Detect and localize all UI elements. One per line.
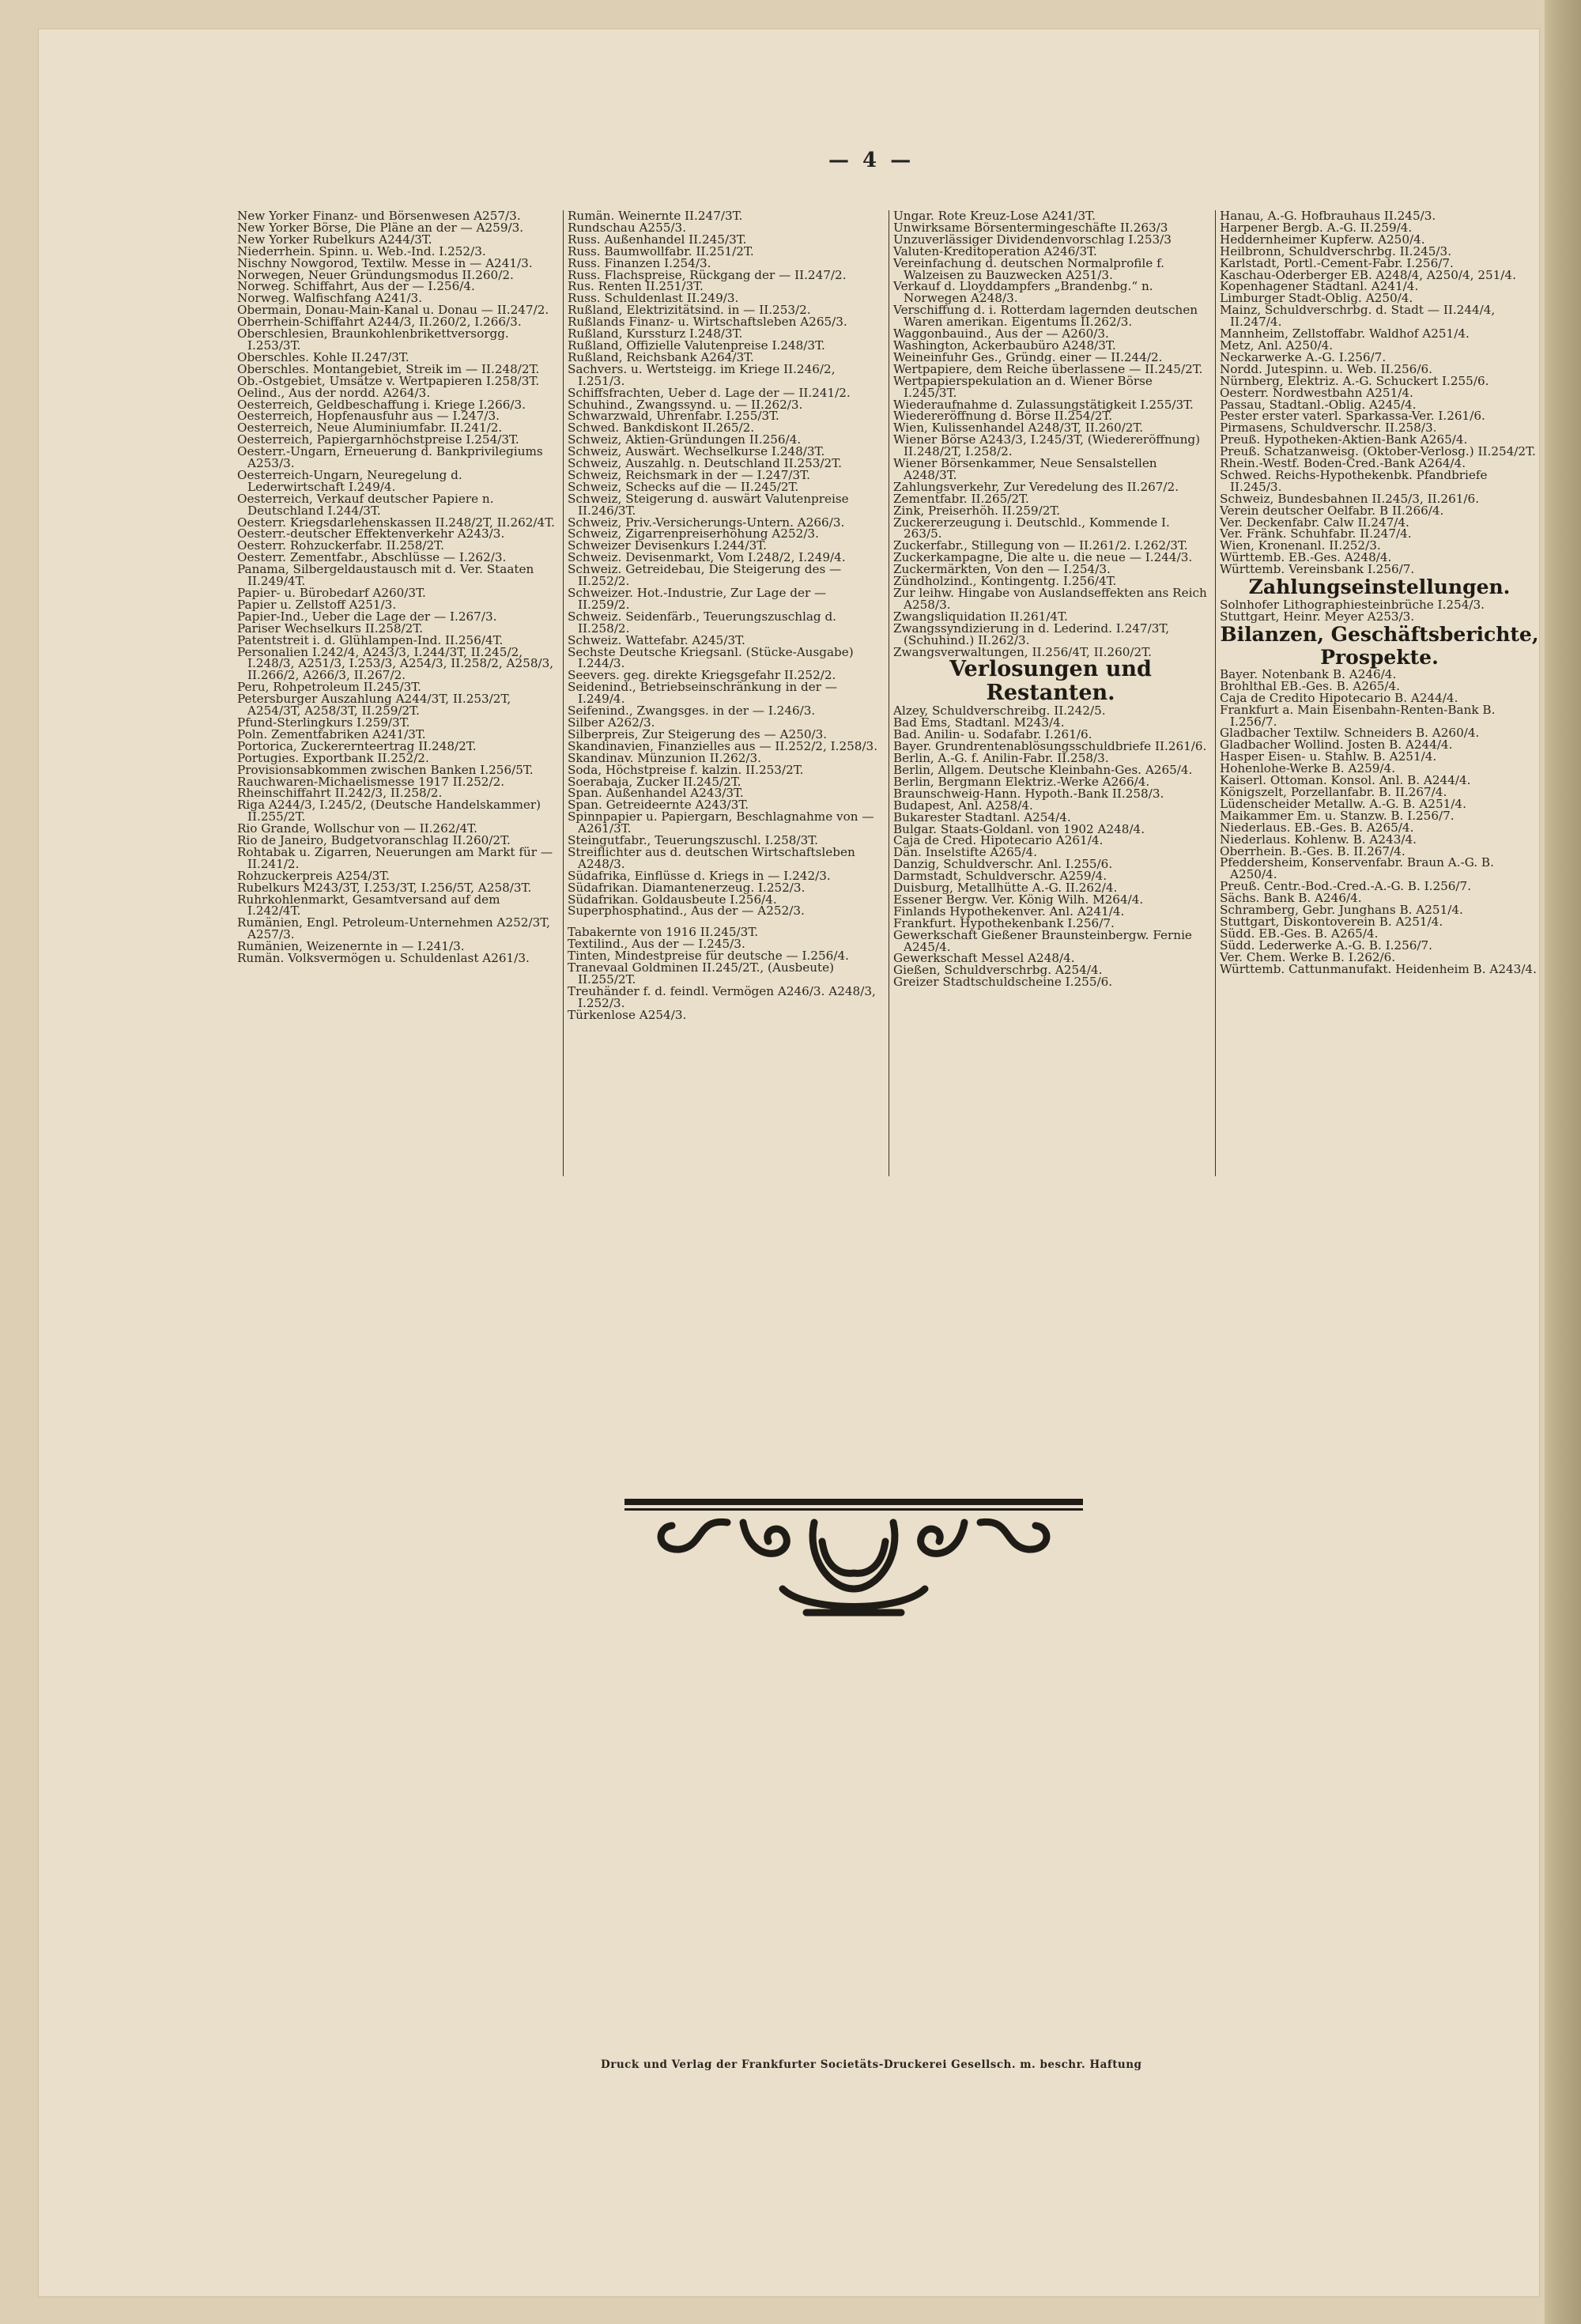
- index-entry: Oesterreich, Hopfenausfuhr aus — I.247/3.: [237, 409, 500, 424]
- index-entry: Schweiz, Auswärt. Wechselkurse I.248/3T.: [568, 444, 825, 459]
- index-entry: Preuß. Schatzanweisg. (Oktober-Verlosg.) II.254/2T.: [1220, 444, 1536, 459]
- index-entry: Oesterreich, Neue Aluminiumfabr. II.241/2.: [237, 421, 503, 436]
- index-entry: Zuckererzeugung i. Deutschld., Kommende I. 263/5.: [893, 515, 1170, 541]
- index-entry: Russ. Schuldenlast II.249/3.: [568, 291, 739, 306]
- index-entry: Südd. Lederwerke A.-G. B. I.256/7.: [1220, 938, 1433, 953]
- index-entry: Oesterr.-deutscher Effektenverkehr A243/3.: [237, 526, 505, 541]
- index-entry: Papier u. Zellstoff A251/3.: [237, 597, 397, 612]
- index-entry: Russ. Finanzen I.254/3.: [568, 255, 711, 270]
- index-entry: Stuttgart, Diskontoverein B. A251/4.: [1220, 914, 1443, 929]
- index-entry: Nischny Nowgorod, Textilw. Messe in — A241/3.: [237, 255, 533, 270]
- index-entry: Soda, Höchstpreise f. kalzin. II.253/2T.: [568, 762, 804, 777]
- index-entry: Südafrikan. Goldausbeute I.256/4.: [568, 892, 777, 907]
- index-entry: Frankfurt. Hypothekenbank I.256/7.: [893, 915, 1115, 930]
- index-entry: Norweg. Schiffahrt, Aus der — I.256/4.: [237, 279, 475, 294]
- index-entry: Bayer. Grundrentenablösungsschuldbriefe II.261/6.: [893, 739, 1207, 754]
- index-entry: Seidenind., Betriebseinschränkung in der — I.249/4.: [568, 680, 838, 707]
- index-entry: Silber A262/3.: [568, 715, 655, 730]
- index-entry: Limburger Stadt-Oblig. A250/4.: [1220, 291, 1413, 306]
- index-entry: Alzey, Schuldverschreibg. II.242/5.: [893, 704, 1106, 719]
- index-entry: Neckarwerke A.-G. I.256/7.: [1220, 349, 1387, 364]
- index-entry: Wertpapiere, dem Reiche überlassene — II.245/2T.: [893, 361, 1203, 376]
- index-entry: Washington, Ackerbaubüro A248/3T.: [893, 338, 1116, 353]
- index-entry: Pariser Wechselkurs II.258/2T.: [237, 621, 424, 636]
- index-entry: Berlin, Bergmann Elektriz.-Werke A266/4.: [893, 774, 1150, 789]
- imprint-footer: Druck und Verlag der Frankfurter Societäts-Druckerei Gesellsch. m. beschr. Haftung: [601, 2058, 1142, 2071]
- index-entry: Bukarester Stadtanl. A254/4.: [893, 809, 1071, 824]
- index-entry: Schramberg, Gebr. Junghans B. A251/4.: [1220, 903, 1463, 918]
- index-entry: Kaschau-Oderberger EB. A248/4, A250/4, 251/4.: [1220, 267, 1516, 282]
- index-entry: Span. Getreideernte A243/3T.: [568, 798, 749, 813]
- index-entry: Zink, Preiserhöh. II.259/2T.: [893, 503, 1061, 518]
- index-entry: Rumänien, Engl. Petroleum-Unternehmen A252/3T, A257/3.: [237, 915, 550, 942]
- index-entry: Schweiz, Zigarrenpreiserhöhung A252/3.: [568, 526, 819, 541]
- index-entry: Soerabaja, Zucker II.245/2T.: [568, 774, 741, 789]
- index-entry: Span. Außenhandel A243/3T.: [568, 786, 744, 801]
- index-entry: Patentstreit i. d. Glühlampen-Ind. II.256/4T.: [237, 632, 504, 647]
- index-entry: Treuhänder f. d. feindl. Vermögen A246/3. A248/3, I.252/3.: [568, 983, 876, 1010]
- index-entry: Ver. Fränk. Schuhfabr. II.247/4.: [1220, 526, 1412, 541]
- index-entry: Wien, Kulissenhandel A248/3T, II.260/2T.: [893, 421, 1144, 436]
- section-heading: Zahlungseinstellungen.: [1248, 575, 1511, 599]
- index-entry: Südd. EB.-Ges. B. A265/4.: [1220, 926, 1379, 941]
- index-entry: New Yorker Börse, Die Pläne an der — A259/3.: [237, 220, 524, 235]
- index-entry: Gewerkschaft Messel A248/4.: [893, 951, 1075, 966]
- index-entry: New Yorker Finanz- und Börsenwesen A257/3.: [237, 209, 521, 223]
- index-entry: Württemb. Cattunmanufakt. Heidenheim B. A243/4.: [1220, 961, 1537, 976]
- index-entry: Panama, Silbergeldaustausch mit d. Ver. Staaten II.249/4T.: [237, 562, 534, 589]
- index-entry: Zuckermärkten, Von den — I.254/3.: [893, 562, 1111, 577]
- index-entry: Tranevaal Goldminen II.245/2T., (Ausbeute) II.255/2T.: [568, 960, 835, 987]
- index-entry: Sechste Deutsche Kriegsanl. (Stücke-Ausgabe) I.244/3.: [568, 644, 854, 671]
- index-entry: Danzig, Schuldverschr. Anl. I.255/6.: [893, 857, 1113, 872]
- index-entry: Peru, Rohpetroleum II.245/3T.: [237, 680, 421, 695]
- index-entry: Schweiz. Devisenmarkt, Vom I.248/2, I.249/4.: [568, 550, 846, 565]
- index-entry: Stuttgart, Heinr. Meyer A253/3.: [1220, 609, 1415, 624]
- index-entry: Ver. Chem. Werke B. I.262/6.: [1220, 949, 1396, 964]
- index-entry: Rio de Janeiro, Budgetvoranschlag II.260/2T.: [237, 833, 511, 848]
- index-entry: Kaiserl. Ottoman. Konsol. Anl. B. A244/4.: [1220, 773, 1471, 788]
- index-entry: Tabakernte von 1916 II.245/3T.: [568, 925, 759, 940]
- index-entry: Portugies. Exportbank II.252/2.: [237, 750, 429, 765]
- index-entry: Schiffsfrachten, Ueber d. Lage der — II.241/2.: [568, 385, 851, 400]
- index-entry: Lüdenscheider Metallw. A.-G. B. A251/4.: [1220, 796, 1466, 811]
- index-entry: Oberschlesien, Braunkohlenbrikettversorgg. I.253/3T.: [237, 326, 509, 353]
- index-entry: Bad. Anilin- u. Sodafabr. I.261/6.: [893, 727, 1092, 742]
- index-entry: Oesterr. Zementfabr., Abschlüsse — I.262/3.: [237, 550, 507, 565]
- index-entry: Russ. Flachspreise, Rückgang der — II.247/2.: [568, 267, 847, 282]
- index-entry: Darmstadt, Schuldverschr. A259/4.: [893, 869, 1107, 884]
- index-entry: Zur leihw. Hingabe von Auslandseffekten ans Reich A258/3.: [893, 586, 1207, 612]
- index-entry: Heddernheimer Kupferw. A250/4.: [1220, 232, 1425, 247]
- index-entry: Finlands Hypothekenver. Anl. A241/4.: [893, 904, 1125, 919]
- index-entry: Tinten, Mindestpreise für deutsche — I.256/4.: [568, 949, 849, 964]
- index-entry: Personalien I.242/4, A243/3, I.244/3T, II.245/2, I.248/3, A251/3, I.253/3, A254/3, II.258/2, A258/3, II.266/2, A266/3, II.267/2.: [237, 644, 554, 683]
- index-entry: Türkenlose A254/3.: [568, 1007, 687, 1022]
- index-entry: Russ. Baumwollfabr. II.251/2T.: [568, 243, 754, 258]
- index-entry: Verschiffung d. i. Rotterdam lagernden deutschen Waren amerikan. Eigentums II.262/3.: [893, 303, 1198, 330]
- index-entry: Dän. Inselstifte A265/4.: [893, 845, 1037, 860]
- index-entry: Oberschles. Montangebiet, Streik im — II.248/2T.: [237, 361, 540, 376]
- index-entry: Rhein.-Westf. Boden-Cred.-Bank A264/4.: [1220, 456, 1466, 471]
- index-entry: Brohlthal EB.-Ges. B. A265/4.: [1220, 678, 1400, 693]
- index-entry: Verein deutscher Oelfabr. B II.266/4.: [1220, 503, 1444, 518]
- index-entry: Niederlaus. EB.-Ges. B. A265/4.: [1220, 820, 1414, 835]
- index-entry: Zuckerfabr., Stillegung von — II.261/2. I.262/3T.: [893, 538, 1188, 553]
- index-entry: Skandinav. Münzunion II.262/3.: [568, 750, 762, 765]
- index-entry: Schweizer. Hot.-Industrie, Zur Lage der — II.259/2.: [568, 586, 827, 612]
- index-entry: Schweiz, Auszahlg. n. Deutschland II.253/2T.: [568, 456, 842, 471]
- index-entry: Solnhofer Lithographiesteinbrüche I.254/3.: [1220, 598, 1485, 613]
- index-entry: Skandinavien, Finanzielles aus — II.252/2, I.258/3.: [568, 738, 878, 753]
- index-entry: Mainz, Schuldverschrbg. d. Stadt — II.244/4, II.247/4.: [1220, 303, 1496, 330]
- index-entry: Wien, Kronenanl. II.252/3.: [1220, 538, 1381, 553]
- index-entry: Preuß. Hypotheken-Aktien-Bank A265/4.: [1220, 432, 1468, 447]
- index-entry: Oesterreich, Geldbeschaffung i. Kriege I.266/3.: [237, 397, 526, 412]
- index-entry: Rohzuckerpreis A254/3T.: [237, 868, 391, 883]
- index-entry: Wiedereröffnung d. Börse II.254/2T.: [893, 409, 1113, 424]
- index-entry: Zahlungsverkehr, Zur Veredelung des II.267/2.: [893, 479, 1179, 494]
- index-entry: Spinnpapier u. Papiergarn, Beschlagnahme von — A261/3T.: [568, 809, 874, 836]
- index-entry: Hanau, A.-G. Hofbrauhaus II.245/3.: [1220, 209, 1436, 223]
- index-entry: Niederrhein. Spinn. u. Web.-Ind. I.252/3.: [237, 243, 486, 258]
- index-entry: Heilbronn, Schuldverschrbg. II.245/3.: [1220, 243, 1452, 258]
- index-entry: Schweizer Devisenkurs I.244/3T.: [568, 538, 767, 553]
- index-entry: Rußland, Offizielle Valutenpreise I.248/3T.: [568, 338, 825, 353]
- index-entry: Streiflichter aus d. deutschen Wirtschaftsleben A248/3.: [568, 844, 855, 871]
- index-entry: Pirmasens, Schuldverschr. II.258/3.: [1220, 421, 1437, 436]
- index-entry: Schweiz. Seidenfärb., Teuerungszuschlag d. II.258/2.: [568, 609, 836, 636]
- column-3: [893, 210, 1208, 988]
- index-entry: Rio Grande, Wollschur von — II.262/4T.: [237, 821, 477, 836]
- index-entry: Passau, Stadtanl.-Oblig. A245/4.: [1220, 397, 1417, 412]
- index-entry: Nordd. Jutespinn. u. Web. II.256/6.: [1220, 361, 1432, 376]
- page-number: — 4 —: [828, 149, 915, 172]
- index-entry: Nürnberg, Elektriz. A.-G. Schuckert I.255/6.: [1220, 373, 1489, 388]
- index-entry: Schweiz, Priv.-Versicherungs-Untern. A266/3.: [568, 515, 845, 530]
- index-entry: Berlin, Allgem. Deutsche Kleinbahn-Ges. A265/4.: [893, 762, 1193, 777]
- column-rule: [563, 210, 564, 1176]
- index-entry: Zuckerkampagne, Die alte u. die neue — I.244/3.: [893, 550, 1193, 565]
- index-entry: Mannheim, Zellstoffabr. Waldhof A251/4.: [1220, 326, 1470, 341]
- index-entry: Seevers. geg. direkte Kriegsgefahr II.252/2.: [568, 668, 836, 683]
- index-entry: Essener Bergw. Ver. König Wilh. M264/4.: [893, 892, 1144, 907]
- index-entry: Schuhind., Zwangssynd. u. — II.262/3.: [568, 397, 803, 412]
- ornament-vignette: [624, 1494, 1083, 1628]
- index-entry: Greizer Stadtschuldscheine I.255/6.: [893, 975, 1113, 990]
- index-entry: Norwegen, Neuer Gründungsmodus II.260/2.: [237, 267, 514, 282]
- index-entry: Württemb. Vereinsbank I.256/7.: [1220, 562, 1415, 577]
- index-entry: Pfund-Sterlingkurs I.259/3T.: [237, 715, 410, 730]
- index-entry: Zwangssyndizierung in d. Lederind. I.247/3T, (Schuhind.) II.262/3.: [893, 621, 1170, 647]
- index-entry: Schwed. Bankdiskont II.265/2.: [568, 421, 755, 436]
- index-entry: Rohtabak u. Zigarren, Neuerungen am Markt für — II.241/2.: [237, 844, 553, 871]
- index-entry: Schweiz. Getreidebau, Die Steigerung des — II.252/2.: [568, 562, 842, 589]
- index-entry: Provisionsabkommen zwischen Banken I.256/5T.: [237, 762, 534, 777]
- index-entry: Oelind., Aus der nordd. A264/3.: [237, 385, 431, 400]
- index-entry: Gladbacher Textilw. Schneiders B. A260/4.: [1220, 726, 1480, 741]
- index-entry: Papier- u. Bürobedarf A260/3T.: [237, 586, 426, 600]
- index-entry: Zwangsverwaltungen, II.256/4T, II.260/2T.: [893, 644, 1152, 659]
- index-entry: Rubelkurs M243/3T, I.253/3T, I.256/5T, A258/3T.: [237, 880, 532, 895]
- index-entry: Sächs. Bank B. A246/4.: [1220, 891, 1362, 906]
- index-entry: Oesterr. Nordwestbahn A251/4.: [1220, 385, 1413, 400]
- index-entry: Oesterr. Rohzuckerfabr. II.258/2T.: [237, 538, 444, 553]
- index-entry: Steingutfabr., Teuerungszuschl. I.258/3T.: [568, 833, 818, 848]
- index-entry: Bayer. Notenbank B. A246/4.: [1220, 666, 1397, 681]
- index-entry: Gladbacher Wollind. Josten B. A244/4.: [1220, 738, 1453, 753]
- index-entry: Südafrika, Einflüsse d. Kriegs in — I.242/3.: [568, 868, 831, 883]
- index-entry: Pfeddersheim, Konservenfabr. Braun A.-G. B. A250/4.: [1220, 855, 1494, 882]
- index-entry: Rußland, Reichsbank A264/3T.: [568, 349, 754, 364]
- index-entry: Schwed. Reichs-Hypothekenbk. Pfandbriefe II.245/3.: [1220, 467, 1488, 494]
- index-entry: Braunschweig-Hann. Hypoth.-Bank II.258/3.: [893, 786, 1164, 801]
- index-entry: Rußland, Elektrizitätsind. in — II.253/2.: [568, 303, 811, 318]
- index-entry: Riga A244/3, I.245/2, (Deutsche Handelskammer) II.255/2T.: [237, 798, 541, 824]
- index-entry: Hohenlohe-Werke B. A259/4.: [1220, 761, 1396, 776]
- index-entry: Maikammer Em. u. Stanzw. B. I.256/7.: [1220, 808, 1455, 823]
- index-entry: Niederlaus. Kohlenw. B. A243/4.: [1220, 832, 1417, 847]
- index-entry: Schweiz, Aktien-Gründungen II.256/4.: [568, 432, 802, 447]
- index-entry: New Yorker Rubelkurs A244/3T.: [237, 232, 432, 247]
- index-entry: Waggonbauind., Aus der — A260/3.: [893, 326, 1109, 341]
- index-entry: Berlin, A.-G. f. Anilin-Fabr. II.258/3.: [893, 751, 1109, 766]
- index-entry: Oesterreich, Verkauf deutscher Papiere n. Deutschland I.244/3T.: [237, 491, 494, 518]
- index-entry: Norweg. Walfischfang A241/3.: [237, 291, 423, 306]
- index-entry: Pester erster vaterl. Sparkassa-Ver. I.261/6.: [1220, 409, 1485, 424]
- index-entry: Unwirksame Börsentermingeschäfte II.263/3: [893, 220, 1168, 235]
- index-entry: Wertpapierspekulation an d. Wiener Börse I.245/3T.: [893, 373, 1153, 400]
- index-entry: Rauchwaren-Michaelismesse 1917 II.252/2.: [237, 774, 505, 789]
- index-entry: Superphosphatind., Aus der — A252/3.: [568, 904, 805, 919]
- index-entry: Duisburg, Metallhütte A.-G. II.262/4.: [893, 881, 1118, 896]
- index-entry: Hasper Eisen- u. Stahlw. B. A251/4.: [1220, 749, 1437, 764]
- index-entry: Russ. Außenhandel II.245/3T.: [568, 232, 747, 247]
- index-entry: Rus. Renten II.251/3T.: [568, 279, 704, 294]
- index-entry: Silberpreis, Zur Steigerung des — A250/3.: [568, 726, 828, 741]
- index-entry: Harpener Bergb. A.-G. II.259/4.: [1220, 220, 1413, 235]
- index-entry: Zwangsliquidation II.261/4T.: [893, 609, 1068, 624]
- index-entry: Oberrhein-Schiffahrt A244/3, II.260/2, I.266/3.: [237, 315, 522, 330]
- index-entry: Rumänien, Weizenernte in — I.241/3.: [237, 939, 465, 954]
- column-1: [237, 210, 555, 964]
- index-entry: Papier-Ind., Ueber die Lage der — I.267/3.: [237, 609, 497, 624]
- index-entry: Budapest, Anl. A258/4.: [893, 798, 1033, 813]
- index-entry: Verkauf d. Lloyddampfers „Brandenbg.“ n. Norwegen A248/3.: [893, 279, 1153, 306]
- index-entry: Gießen, Schuldverschrbg. A254/4.: [893, 963, 1103, 978]
- index-entry: Rundschau A255/3.: [568, 220, 687, 235]
- index-entry: Karlstadt, Portl.-Cement-Fabr. I.256/7.: [1220, 255, 1454, 270]
- index-entry: Bulgar. Staats-Goldanl. von 1902 A248/4.: [893, 821, 1145, 836]
- index-entry: Kopenhagener Stadtanl. A241/4.: [1220, 279, 1419, 294]
- index-entry: Zementfabr. II.265/2T.: [893, 491, 1029, 506]
- index-entry: Ver. Deckenfabr. Calw II.247/4.: [1220, 515, 1409, 530]
- index-entry: Ungar. Rote Kreuz-Lose A241/3T.: [893, 209, 1096, 223]
- index-entry: Textilind., Aus der — I.245/3.: [568, 937, 745, 952]
- index-entry: Württemb. EB.-Ges. A248/4.: [1220, 550, 1392, 565]
- index-entry: Seifenind., Zwangsges. in der — I.246/3.: [568, 704, 816, 719]
- index-entry: Ruhrkohlenmarkt, Gesamtversand auf dem I.242/4T.: [237, 892, 500, 919]
- column-4: [1220, 210, 1539, 975]
- index-entry: Vereinfachung d. deutschen Normalprofile f. Walzeisen zu Bauzwecken A251/3.: [893, 255, 1165, 282]
- index-entry: Rheinschiffahrt II.242/3, II.258/2.: [237, 786, 443, 801]
- index-entry: Preuß. Centr.-Bod.-Cred.-A.-G. B. I.256/7.: [1220, 879, 1472, 894]
- paper-edge: [1545, 0, 1581, 2324]
- index-entry: Wiener Börsenkammer, Neue Sensalstellen A248/3T.: [893, 456, 1157, 482]
- index-entry: Königszelt, Porzellanfabr. B. II.267/4.: [1220, 784, 1447, 799]
- index-entry: Schweiz, Bundesbahnen II.245/3, II.261/6.: [1220, 491, 1480, 506]
- index-entry: Rumän. Volksvermögen u. Schuldenlast A261/3.: [237, 951, 530, 966]
- index-entry: Oberrhein. B.-Ges. B. II.267/4.: [1220, 843, 1406, 858]
- index-entry: Wiederaufnahme d. Zulassungstätigkeit I.255/3T.: [893, 397, 1194, 412]
- section-heading: Bilanzen, Geschäftsberichte, Prospekte.: [1220, 622, 1539, 669]
- index-entry: Portorica, Zuckerernteertrag II.248/2T.: [237, 738, 477, 753]
- index-entry: Oesterr.-Ungarn, Erneuerung d. Bankprivilegiums A253/3.: [237, 444, 543, 471]
- index-entry: Oesterr. Kriegsdarlehenskassen II.248/2T, II.262/4T.: [237, 515, 555, 530]
- column-rule: [1215, 210, 1216, 1176]
- index-entry: Weineinfuhr Ges., Gründg. einer — II.244/2.: [893, 349, 1163, 364]
- index-entry: Petersburger Auszahlung A244/3T, II.253/2T, A254/3T, A258/3T, II.259/2T.: [237, 692, 511, 719]
- index-entry: Unzuverlässiger Dividendenvorschlag I.253/3: [893, 232, 1172, 247]
- index-entry: Oberschles. Kohle II.247/3T.: [237, 349, 409, 364]
- index-entry: Rußlands Finanz- u. Wirtschaftsleben A265/3.: [568, 315, 847, 330]
- index-entry: Schweiz, Schecks auf die — II.245/2T.: [568, 479, 799, 494]
- index-entry: Rumän. Weinernte II.247/3T.: [568, 209, 743, 223]
- section-heading: Verlosungen und Restanten.: [949, 657, 1152, 706]
- index-entry: Oesterreich-Ungarn, Neuregelung d. Lederwirtschaft I.249/4.: [237, 467, 462, 494]
- index-entry: Schwarzwald, Uhrenfabr. I.255/3T.: [568, 409, 779, 424]
- index-entry: Schweiz. Wattefabr. A245/3T.: [568, 632, 745, 647]
- index-entry: Caja de Cred. Hipotecario A261/4.: [893, 833, 1104, 848]
- index-entry: Caja de Credito Hipotecario B. A244/4.: [1220, 690, 1458, 705]
- index-entry: Schweiz, Steigerung d. auswärt Valutenpreise II.246/3T.: [568, 491, 849, 518]
- index-entry: Zündholzind., Kontingentg. I.256/4T.: [893, 574, 1117, 589]
- index-entry: Wiener Börse A243/3, I.245/3T, (Wiedereröffnung) II.248/2T, I.258/2.: [893, 432, 1201, 459]
- index-entry: Poln. Zementfabriken A241/3T.: [237, 726, 426, 741]
- index-entry: Metz, Anl. A250/4.: [1220, 338, 1334, 353]
- index-entry: Ob.-Ostgebiet, Umsätze v. Wertpapieren I.258/3T.: [237, 373, 540, 388]
- column-2: [568, 210, 881, 1021]
- index-entry: Schweiz, Reichsmark in der — I.247/3T.: [568, 467, 810, 482]
- index-entry: Südafrikan. Diamantenerzeug. I.252/3.: [568, 880, 806, 895]
- index-entry: Oesterreich, Papiergarnhöchstpreise I.254/3T.: [237, 432, 519, 447]
- index-entry: Bad Ems, Stadtanl. M243/4.: [893, 715, 1065, 730]
- index-entry: Frankfurt a. Main Eisenbahn-Renten-Bank B. I.256/7.: [1220, 702, 1496, 729]
- index-entry: Sachvers. u. Wertsteigg. im Kriege II.246/2, I.251/3.: [568, 361, 836, 388]
- index-entry: Valuten-Kreditoperation A246/3T.: [893, 243, 1097, 258]
- index-entry: Obermain, Donau-Main-Kanal u. Donau — II.247/2.: [237, 303, 549, 318]
- index-entry: Rußland, Kurssturz I.248/3T.: [568, 326, 743, 341]
- index-entry: Gewerkschaft Gießener Braunsteinbergw. Fernie A245/4.: [893, 927, 1192, 954]
